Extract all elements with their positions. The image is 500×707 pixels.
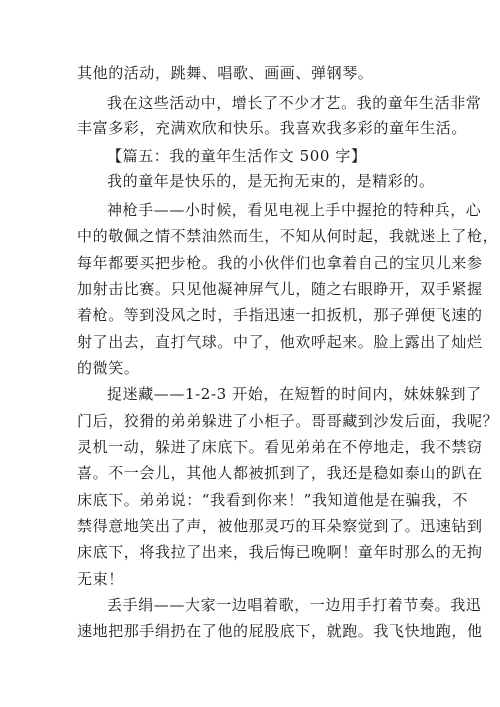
text-line: 神枪手——小时候，看见电视上手中握抢的特种兵，心 — [107, 201, 482, 219]
text-line: 速地把那手绢扔在了他的屁股底下，就跑。我飞快地跑，他 — [77, 622, 483, 640]
text-line: 床底下，将我拉了出来，我后悔已晚啊！童年时那么的无拘 — [77, 543, 483, 561]
text-line: 无束！ — [77, 570, 124, 588]
text-line: 着枪。等到没风之时，手指迅速一扣扳机，那子弹便飞速的 — [77, 306, 483, 324]
text-line: 灵机一动，躲进了床底下。看见弟弟在不停地走，我不禁窃 — [77, 438, 483, 456]
text-line: 中的敬佩之情不禁油然而生，不知从何时起，我就迷上了枪， — [77, 227, 499, 245]
text-line: 的微笑。 — [77, 359, 140, 377]
text-line: 我的童年是快乐的，是无拘无束的，是精彩的。 — [107, 172, 435, 190]
text-line: 床底下。弟弟说：“我看到你来！”我知道他是在骗我，不 — [77, 491, 468, 509]
text-line: 射了出去，直打气球。中了，他欢呼起来。脸上露出了灿烂 — [77, 333, 483, 351]
text-line: 捉迷藏——1-2-3 开始，在短暂的时间内，妹妹躲到了 — [107, 385, 482, 403]
section-heading: 【篇五：我的童年生活作文 500 字】 — [107, 147, 367, 165]
text-line: 丢手绢——大家一边唱着歌，一边用手打着节奏。我迅 — [107, 596, 482, 614]
text-line: 禁得意地笑出了声，被他那灵巧的耳朵察觉到了。迅速钻到 — [77, 517, 483, 535]
text-line: 我在这些活动中，增长了不少才艺。我的童年生活非常 — [107, 94, 482, 112]
text-line: 每年都要买把步枪。我的小伙伴们也拿着自己的宝贝儿来参 — [77, 254, 483, 272]
text-line: 门后，狡猾的弟弟躲进了小柜子。哥哥藏到沙发后面，我呢？ — [77, 412, 499, 430]
text-line: 丰富多彩，充满欢欣和快乐。我喜欢我多彩的童年生活。 — [77, 119, 468, 137]
text-line: 喜。不一会儿，其他人都被抓到了，我还是稳如泰山的趴在 — [77, 464, 483, 482]
text-line: 其他的活动，跳舞、唱歌、画画、弹钢琴。 — [77, 64, 374, 82]
text-line: 加射击比赛。只见他凝神屏气儿，随之右眼睁开，双手紧握 — [77, 280, 483, 298]
